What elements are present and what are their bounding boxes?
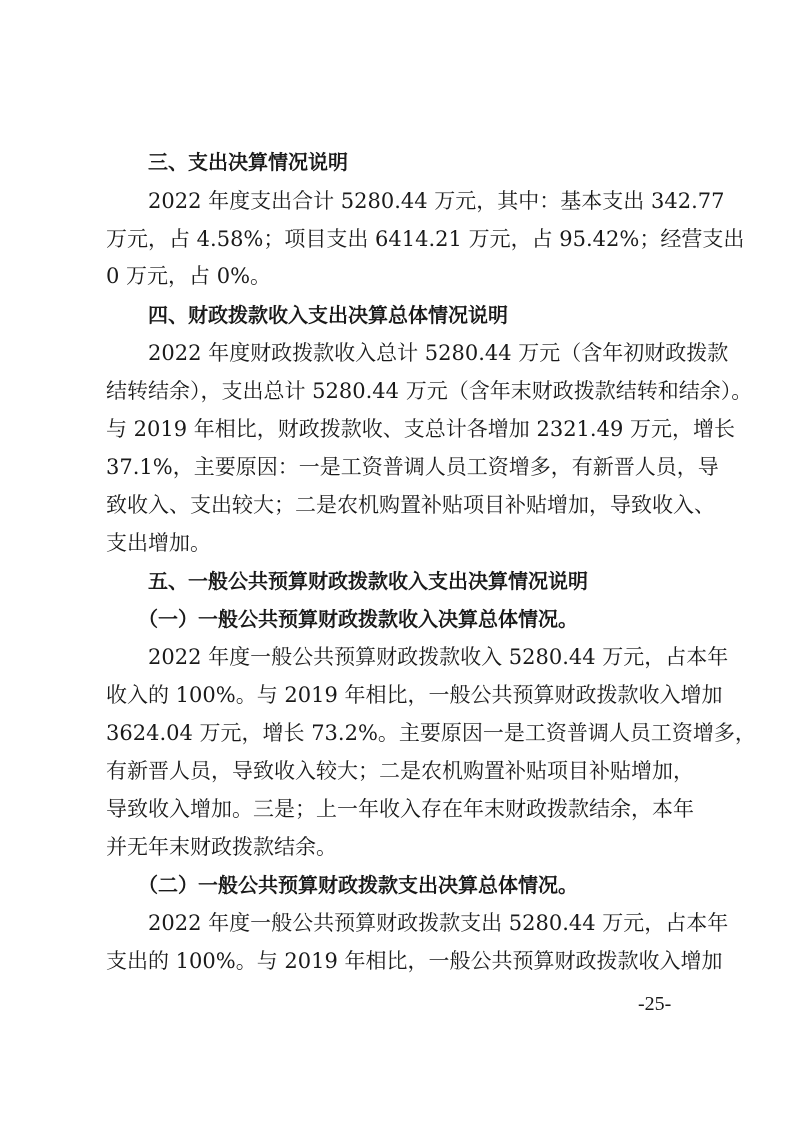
section5-sub1-line-2: 收入的 100%。与 2019 年相比，一般公共预算财政拨款收入增加 <box>106 683 723 707</box>
section5-sub1-line-5: 导致收入增加。三是；上一年收入存在年末财政拨款结余，本年 <box>106 797 694 821</box>
section3-line-2: 万元，占 4.58%；项目支出 6414.21 万元，占 95.42%；经营支出 <box>106 227 745 251</box>
section4-line-3: 与 2019 年相比，财政拨款收、支总计各增加 2321.49 万元，增长 <box>106 417 735 441</box>
section4-line-4: 37.1%，主要原因：一是工资普调人员工资增多，有新晋人员，导 <box>106 455 719 479</box>
section4-line-1: 2022 年度财政拨款收入总计 5280.44 万元（含年初财政拨款 <box>148 341 729 365</box>
section5-heading: 五、一般公共预算财政拨款收入支出决算情况说明 <box>148 569 588 593</box>
section5-sub1-line-6: 并无年末财政拨款结余。 <box>106 835 337 859</box>
section5-sub2-line-2: 支出的 100%。与 2019 年相比，一般公共预算财政拨款收入增加 <box>106 949 723 973</box>
section3-line-1: 2022 年度支出合计 5280.44 万元，其中：基本支出 342.77 <box>148 189 725 213</box>
section4-line-2: 结转结余），支出总计 5280.44 万元（含年末财政拨款结转和结余）。 <box>106 379 753 403</box>
page-number: -25- <box>638 993 672 1015</box>
section3-heading: 三、支出决算情况说明 <box>148 150 348 174</box>
section4-line-5: 致收入、支出较大；二是农机购置补贴项目补贴增加，导致收入、 <box>106 493 715 517</box>
section5-sub1-line-3: 3624.04 万元，增长 73.2%。主要原因一是工资普调人员工资增多， <box>106 721 756 745</box>
section4-heading: 四、财政拨款收入支出决算总体情况说明 <box>148 303 508 327</box>
section5-sub1-line-1: 2022 年度一般公共预算财政拨款收入 5280.44 万元，占本年 <box>148 645 729 669</box>
section5-sub2-line-1: 2022 年度一般公共预算财政拨款支出 5280.44 万元，占本年 <box>148 911 729 935</box>
section5-sub1-line-4: 有新晋人员，导致收入较大；二是农机购置补贴项目补贴增加， <box>106 759 694 783</box>
section5-sub2-heading: （二）一般公共预算财政拨款支出决算总体情况。 <box>138 873 578 897</box>
section3-line-3: 0 万元，占 0%。 <box>106 264 272 288</box>
section5-sub1-heading: （一）一般公共预算财政拨款收入决算总体情况。 <box>138 607 578 631</box>
section4-line-6: 支出增加。 <box>106 531 211 555</box>
